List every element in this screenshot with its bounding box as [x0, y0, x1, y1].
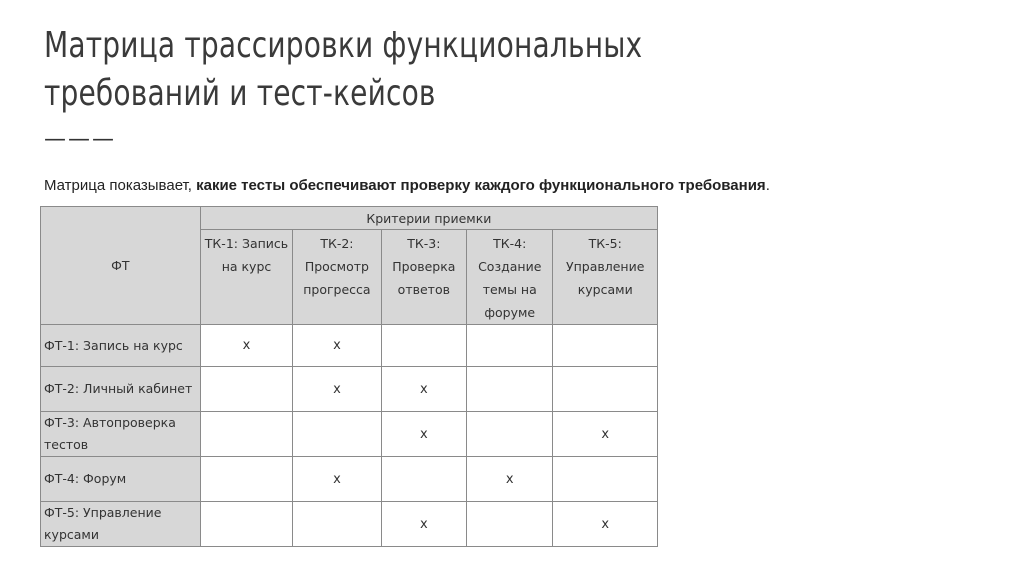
- cell-mark: x: [381, 367, 466, 412]
- table-row: [41, 502, 658, 547]
- row-label-ft3: ФТ-3: Автопроверка тестов: [41, 412, 201, 457]
- cell-mark: x: [553, 502, 658, 547]
- cell-mark: x: [293, 367, 381, 412]
- row-label-ft1: ФТ-1: Запись на курс: [41, 325, 201, 367]
- cell-mark: [381, 457, 466, 502]
- traceability-matrix: [40, 206, 658, 547]
- cell-mark: [200, 412, 292, 457]
- cell-mark: [293, 412, 381, 457]
- ft-header: ФТ: [41, 207, 201, 325]
- cell-mark: [200, 502, 292, 547]
- column-header-tk5: ТК-5: Управление курсами: [553, 230, 658, 325]
- table-row: [41, 412, 658, 457]
- cell-mark: x: [293, 325, 381, 367]
- cell-mark: x: [467, 457, 553, 502]
- column-header-tk1: ТК-1: Запись на курс: [200, 230, 292, 325]
- intro-bold: какие тесты обеспечивают проверку каждого функционального требования: [196, 177, 766, 194]
- intro-end: .: [765, 177, 770, 194]
- intro-plain: Матрица показывает,: [44, 177, 197, 194]
- row-label-ft4: ФТ-4: Форум: [41, 457, 201, 502]
- cell-mark: [467, 367, 553, 412]
- column-header-tk4: ТК-4: Создание темы на форуме: [467, 230, 553, 325]
- cell-mark: [467, 502, 553, 547]
- column-header-tk2: ТК-2: Просмотр прогресса: [293, 230, 381, 325]
- cell-mark: [381, 325, 466, 367]
- row-label-ft5: ФТ-5: Управление курсами: [41, 502, 201, 547]
- cell-mark: x: [553, 412, 658, 457]
- table-row: [41, 367, 658, 412]
- intro-text: [44, 177, 770, 194]
- cell-mark: x: [381, 412, 466, 457]
- table-row: [41, 457, 658, 502]
- criteria-header: Критерии приемки: [200, 207, 657, 230]
- cell-mark: [467, 325, 553, 367]
- row-label-ft2: ФТ-2: Личный кабинет: [41, 367, 201, 412]
- cell-mark: x: [381, 502, 466, 547]
- cell-mark: [200, 457, 292, 502]
- cell-mark: x: [200, 325, 292, 367]
- cell-mark: [553, 367, 658, 412]
- cell-mark: [553, 457, 658, 502]
- table-row: [41, 325, 658, 367]
- cell-mark: x: [293, 457, 381, 502]
- title-separator: ———: [44, 127, 116, 152]
- cell-mark: [200, 367, 292, 412]
- slide-title: Матрица трассировки функциональных требований и тест-кейсов: [44, 25, 643, 114]
- column-header-tk3: ТК-3: Проверка ответов: [381, 230, 466, 325]
- cell-mark: [467, 412, 553, 457]
- cell-mark: [293, 502, 381, 547]
- cell-mark: [553, 325, 658, 367]
